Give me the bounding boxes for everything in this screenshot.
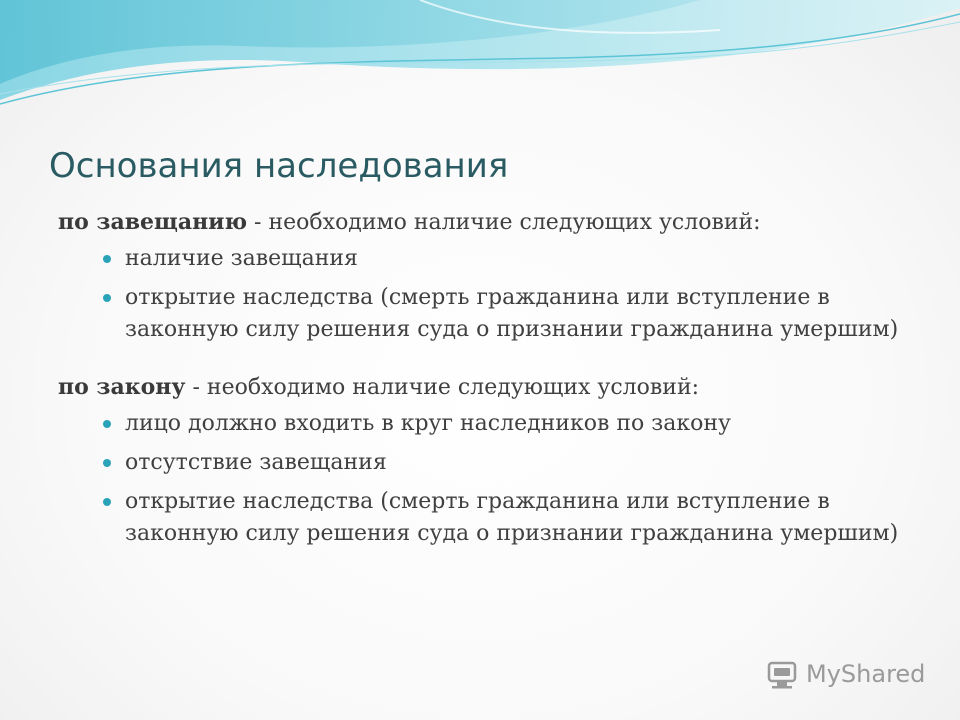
section-heading-will — [58, 206, 928, 239]
bullet-icon — [103, 294, 111, 302]
decorative-wave — [0, 0, 960, 120]
bullet-icon — [103, 255, 111, 263]
section-description: - необходимо наличие следующих условий: — [185, 375, 700, 400]
section-heading-law — [58, 371, 928, 404]
list-item-text: наличие завещания — [125, 246, 358, 271]
section-term: по завещанию — [58, 209, 248, 235]
bullet-icon — [103, 459, 111, 467]
condition-list-will — [58, 243, 928, 346]
list-item-text: открытие наследства (смерть гражданина или вступление в законную силу решения суда о признании гражданина умершим) — [125, 489, 899, 546]
list-item — [58, 447, 928, 479]
list-item — [58, 408, 928, 440]
watermark-text: MyShared — [806, 660, 926, 688]
slide-title: Основания наследования — [49, 146, 509, 186]
list-item-text: лицо должно входить в круг наследников по закону — [125, 411, 731, 436]
section-term: по закону — [58, 374, 186, 400]
list-item — [58, 282, 928, 346]
list-item — [58, 486, 928, 550]
bullet-icon — [103, 498, 111, 506]
condition-list-law — [58, 408, 928, 550]
slide-content — [58, 206, 928, 557]
bullet-icon — [103, 420, 111, 428]
myshared-logo-icon — [766, 659, 800, 689]
list-item-text: отсутствие завещания — [125, 450, 387, 475]
section-description: - необходимо наличие следующих условий: — [247, 210, 761, 235]
list-item-text: открытие наследства (смерть гражданина или вступление в законную силу решения суда о признании гражданина умершим) — [125, 285, 899, 342]
myshared-watermark — [766, 654, 926, 694]
list-item — [58, 243, 928, 275]
